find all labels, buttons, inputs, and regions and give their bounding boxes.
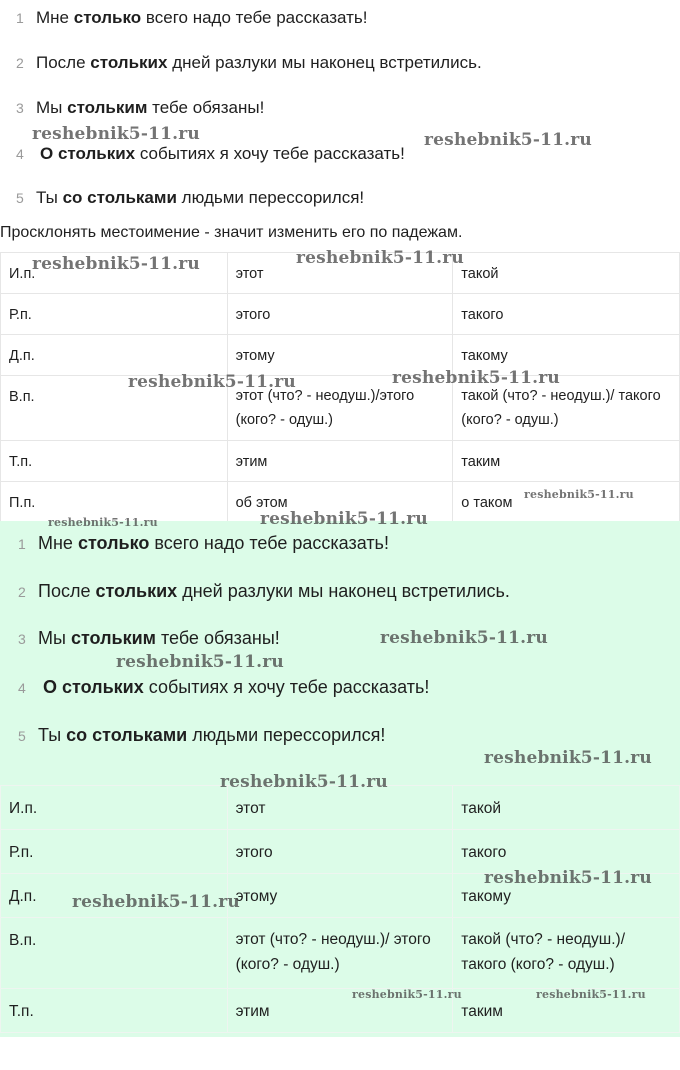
table-cell: об этом	[235, 495, 288, 511]
watermark: reshebnik5-11.ru	[524, 488, 634, 501]
case-label: Д.п.	[9, 888, 37, 905]
watermark: reshebnik5-11.ru	[72, 892, 240, 912]
emphasis: столько	[77, 533, 150, 553]
item-number: 2	[16, 55, 24, 71]
watermark: reshebnik5-11.ru	[484, 748, 652, 768]
emphasis: стольких	[90, 53, 168, 72]
table-row	[1, 830, 680, 874]
watermark: reshebnik5-11.ru	[296, 248, 464, 268]
table-cell: этого	[235, 307, 271, 323]
table-cell: этим	[235, 1003, 270, 1020]
table-cell: такой	[461, 800, 502, 817]
table-cell: этот	[235, 266, 264, 282]
table-cell: таким	[461, 1003, 503, 1020]
item-number: 3	[16, 100, 24, 116]
table-cell: этому	[235, 348, 275, 364]
item-number: 1	[16, 10, 24, 26]
item-number: 3	[18, 631, 26, 647]
case-label: Д.п.	[9, 348, 35, 364]
watermark: reshebnik5-11.ru	[536, 988, 646, 1001]
item-number: 1	[18, 536, 26, 552]
watermark: reshebnik5-11.ru	[380, 628, 548, 648]
watermark: reshebnik5-11.ru	[32, 254, 200, 274]
case-label: В.п.	[9, 932, 37, 949]
case-label: Т.п.	[9, 454, 33, 470]
table-row	[1, 376, 680, 441]
case-label: И.п.	[9, 266, 36, 282]
case-label: В.п.	[9, 389, 35, 405]
watermark: reshebnik5-11.ru	[32, 124, 200, 144]
table-row	[1, 441, 680, 482]
watermark: reshebnik5-11.ru	[128, 372, 296, 392]
case-label: И.п.	[9, 800, 38, 817]
table-row	[1, 335, 680, 376]
item-number: 5	[18, 728, 26, 744]
watermark: reshebnik5-11.ru	[116, 652, 284, 672]
watermark: reshebnik5-11.ru	[48, 516, 158, 529]
table-cell: этого	[235, 844, 273, 861]
table-row	[1, 294, 680, 335]
table-cell: такого	[461, 844, 507, 861]
table-cell: этому	[235, 888, 278, 905]
declension-table-1	[0, 252, 680, 522]
table-cell: о таком	[461, 495, 513, 511]
item-number: 2	[18, 584, 26, 600]
table-row	[1, 918, 680, 989]
table-cell: этим	[235, 454, 268, 470]
watermark: reshebnik5-11.ru	[352, 988, 462, 1001]
emphasis: столько	[73, 8, 142, 27]
watermark: reshebnik5-11.ru	[260, 509, 428, 529]
table-cell: такому	[461, 888, 511, 905]
emphasis: стольким	[70, 628, 156, 648]
table-cell: этот	[235, 800, 266, 817]
table-cell: таким	[461, 454, 501, 470]
table-cell: такой (что? - неодуш.)/ такого (кого? - одуш.)	[461, 931, 626, 973]
emphasis: О стольких	[40, 144, 136, 163]
intro-text: Просклонять местоимение - значит изменить его по падежам.	[0, 224, 463, 241]
emphasis: О стольких	[43, 677, 144, 697]
table-cell: такого	[461, 307, 504, 323]
case-label: Р.п.	[9, 307, 32, 323]
case-label: Р.п.	[9, 844, 34, 861]
emphasis: со стольками	[66, 725, 188, 745]
watermark: reshebnik5-11.ru	[484, 868, 652, 888]
item-number: 4	[18, 680, 26, 696]
emphasis: со стольками	[62, 188, 177, 207]
watermark: reshebnik5-11.ru	[424, 130, 592, 150]
table-cell: этот (что? - неодуш.)/этого (кого? - одуш.)	[235, 388, 415, 428]
case-label: П.п.	[9, 495, 36, 511]
case-label: Т.п.	[9, 1003, 34, 1020]
emphasis: стольких	[95, 581, 178, 601]
table-row	[1, 786, 680, 830]
item-number: 5	[16, 190, 24, 206]
emphasis: стольким	[67, 98, 148, 117]
watermark: reshebnik5-11.ru	[392, 368, 560, 388]
table-cell: такому	[461, 348, 508, 364]
table-cell: этот (что? - неодуш.)/ этого (кого? - одуш.)	[235, 931, 431, 973]
watermark: reshebnik5-11.ru	[220, 772, 388, 792]
table-cell: такой (что? - неодуш.)/ такого (кого? - одуш.)	[461, 388, 661, 428]
item-number: 4	[16, 146, 24, 162]
table-cell: такой	[461, 266, 499, 282]
